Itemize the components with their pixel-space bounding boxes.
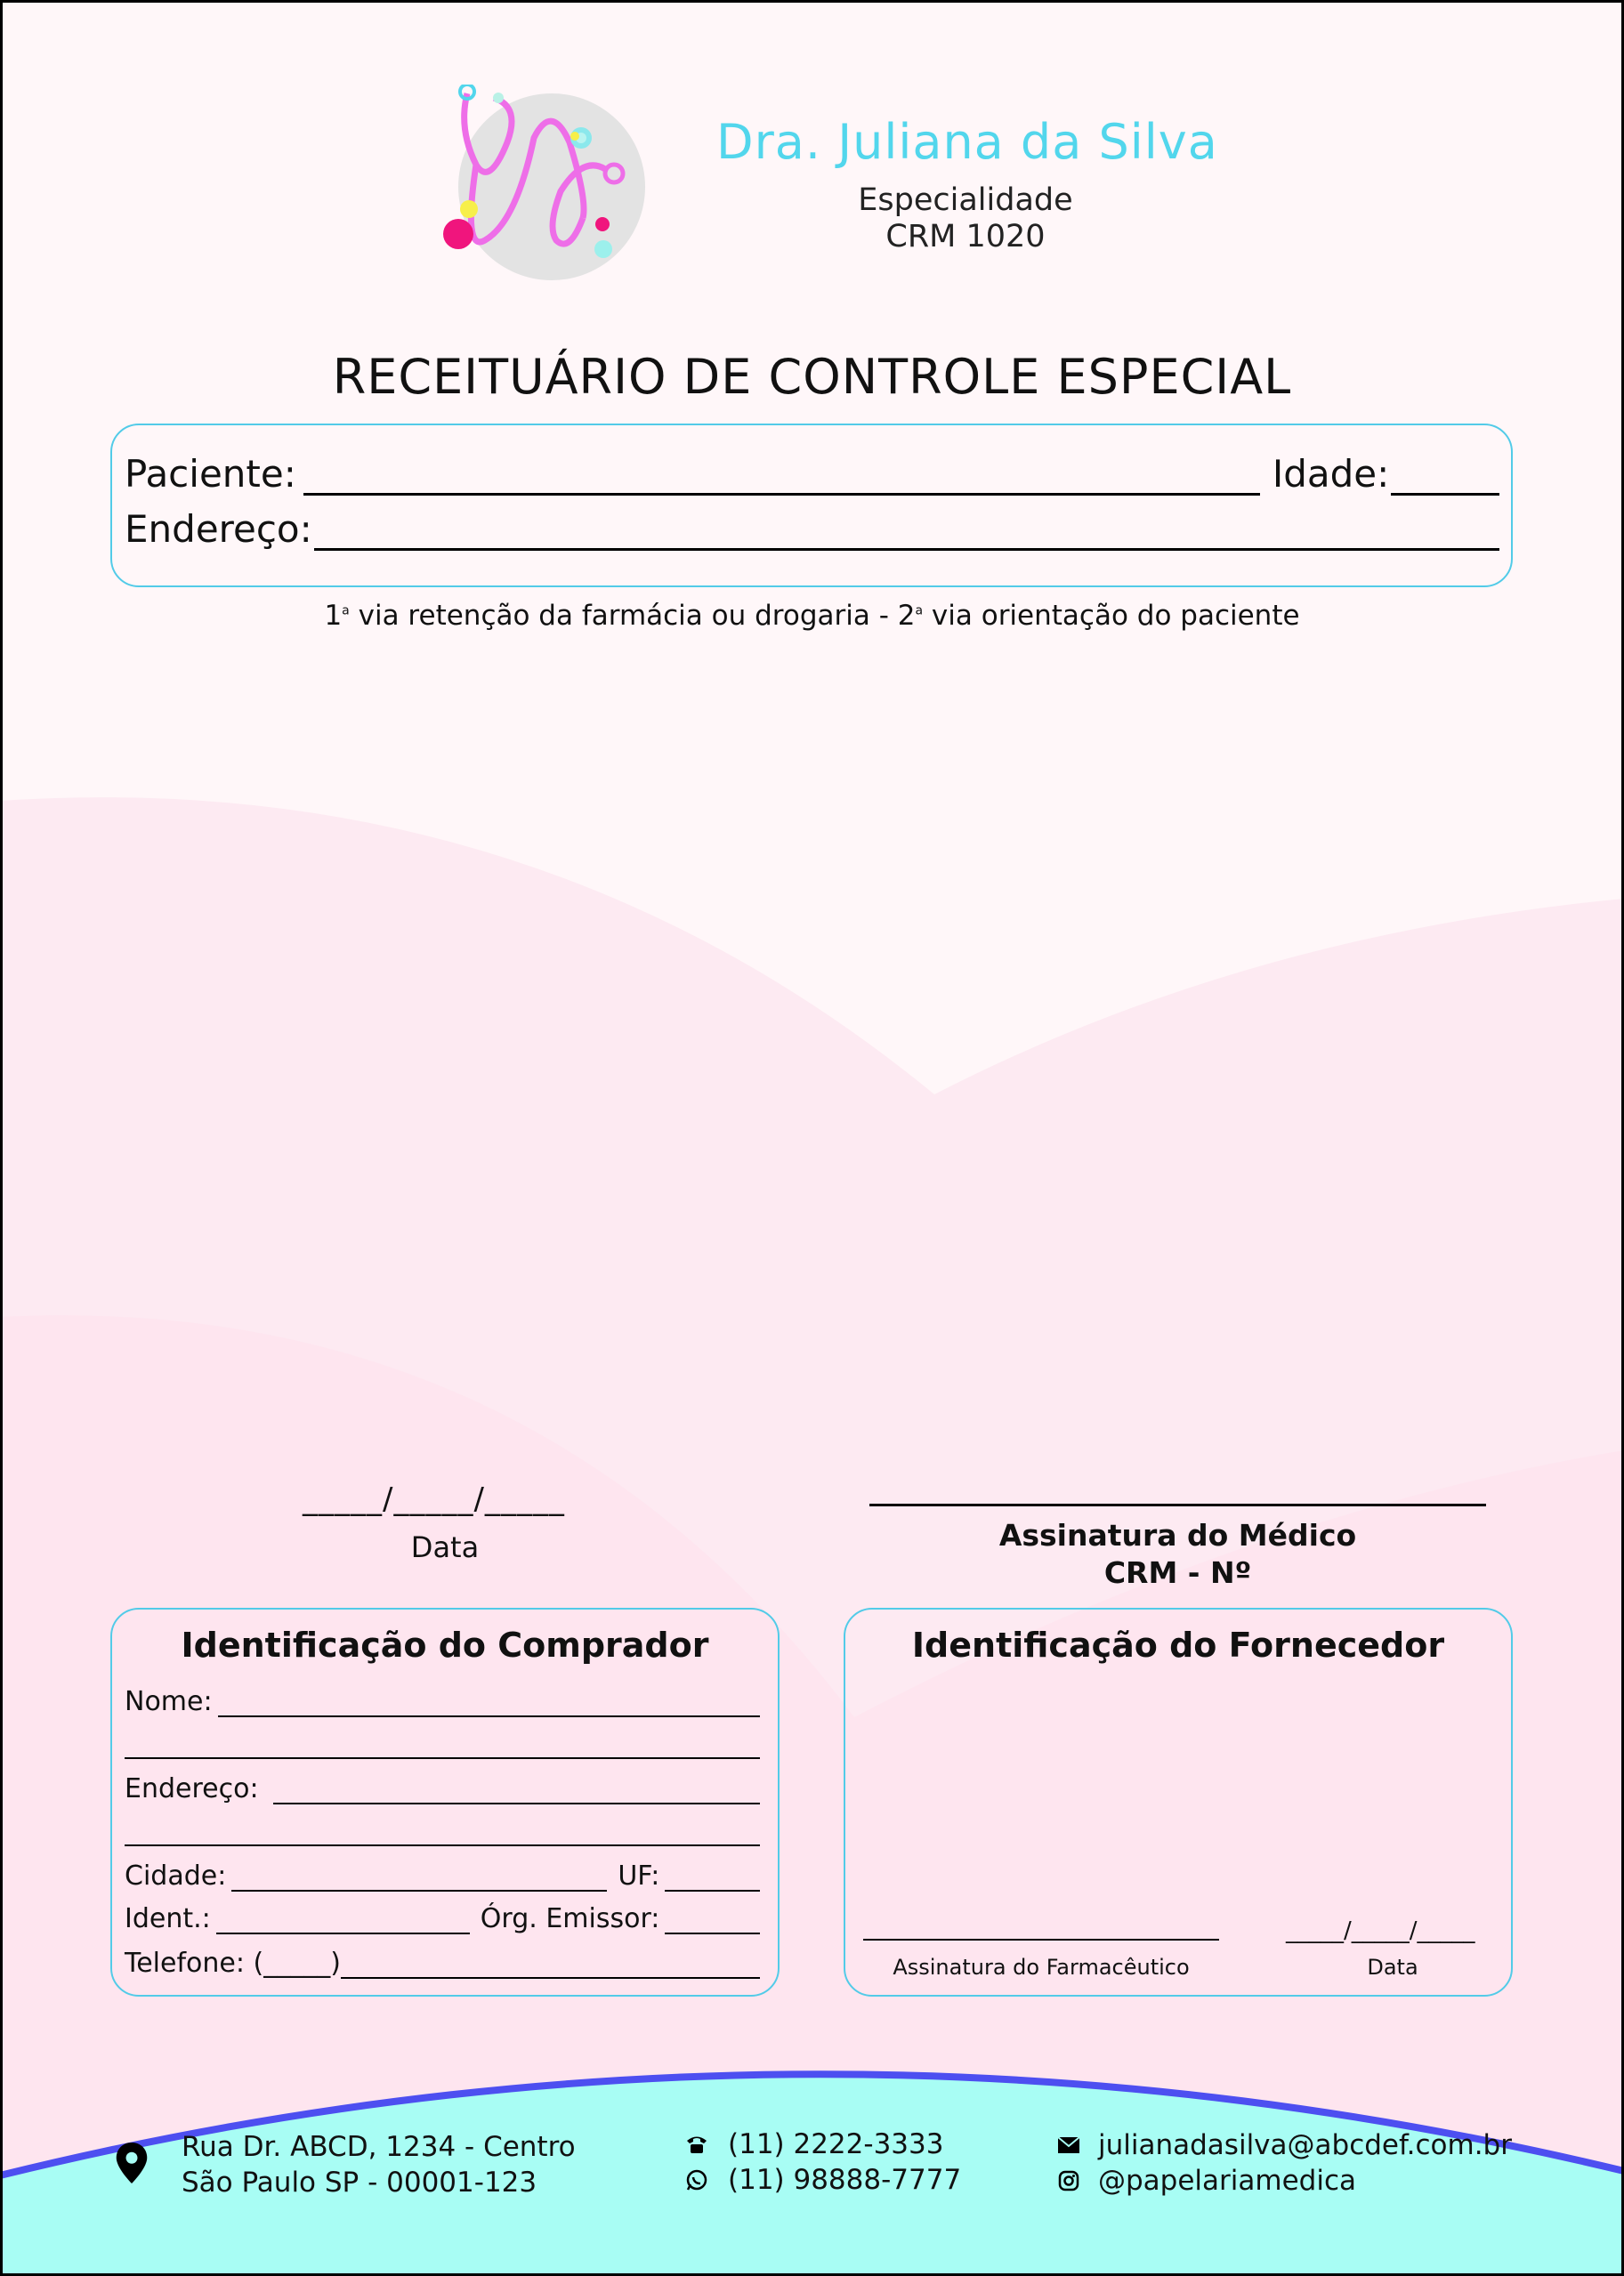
via-first-text: via retenção da farmácia ou drogaria - 2 xyxy=(349,600,916,632)
via-note xyxy=(0,600,1624,632)
buyer-uf-field[interactable] xyxy=(665,1867,760,1892)
address-row xyxy=(125,507,1499,551)
buyer-name-row-2 xyxy=(125,1734,760,1759)
location-pin-icon xyxy=(116,2143,148,2183)
via-second-text: via orientação do paciente xyxy=(923,600,1300,632)
via-second-sup: a xyxy=(915,603,924,618)
footer-address-line2: São Paulo SP - 00001-123 xyxy=(182,2167,537,2199)
buyer-name-row xyxy=(125,1686,760,1717)
buyer-name-field[interactable] xyxy=(218,1692,760,1717)
buyer-issuer-label: Órg. Emissor: xyxy=(480,1903,660,1934)
footer-phones xyxy=(728,2127,961,2198)
age-label: Idade: xyxy=(1272,452,1390,496)
address-field[interactable] xyxy=(314,516,1499,551)
doctor-signature-line[interactable] xyxy=(869,1504,1486,1506)
doctor-name: Dra. Juliana da Silva xyxy=(716,114,1218,170)
page-title: RECEITUÁRIO DE CONTROLE ESPECIAL xyxy=(332,349,1292,405)
buyer-name-field-2[interactable] xyxy=(125,1734,760,1759)
patient-box xyxy=(110,424,1513,587)
buyer-ident-label: Ident.: xyxy=(125,1903,211,1934)
buyer-box xyxy=(110,1608,780,1997)
footer-address-line1: Rua Dr. ABCD, 1234 - Centro xyxy=(182,2131,576,2163)
footer-contacts xyxy=(1098,2127,1512,2199)
buyer-ident-row xyxy=(125,1903,760,1934)
buyer-name-label: Nome: xyxy=(125,1686,213,1717)
age-field[interactable] xyxy=(1391,461,1499,496)
buyer-address-row xyxy=(125,1773,760,1804)
buyer-phone-field[interactable] xyxy=(341,1954,760,1979)
date-field[interactable]: _____/_____/_____ xyxy=(303,1481,565,1517)
pharmacist-signature-line[interactable] xyxy=(863,1939,1219,1941)
patient-row xyxy=(125,452,1499,496)
email-icon xyxy=(1058,2137,1079,2153)
crm-number: CRM 1020 xyxy=(885,219,1046,254)
supplier-date-field[interactable]: _____/_____/_____ xyxy=(1286,1917,1475,1944)
pharmacist-signature-label: Assinatura do Farmacêutico xyxy=(893,1955,1190,1980)
supplier-date-label: Data xyxy=(1367,1955,1418,1980)
specialty: Especialidade xyxy=(858,182,1073,218)
footer-instagram[interactable]: @papelariamedica xyxy=(1098,2165,1356,2197)
buyer-phone-row xyxy=(125,1948,760,1979)
buyer-address-row-2 xyxy=(125,1821,760,1846)
doctor-signature-label: Assinatura do Médico xyxy=(998,1518,1357,1553)
buyer-title: Identificação do Comprador xyxy=(181,1626,709,1665)
supplier-title: Identificação do Fornecedor xyxy=(911,1626,1445,1665)
phone-icon xyxy=(685,2135,708,2154)
buyer-ident-field[interactable] xyxy=(216,1909,470,1934)
date-label: Data xyxy=(410,1530,480,1564)
buyer-uf-label: UF: xyxy=(618,1860,660,1892)
via-first-sup: a xyxy=(342,603,350,618)
patient-name-field[interactable] xyxy=(303,461,1260,496)
via-first-number: 1 xyxy=(324,600,343,632)
buyer-city-label: Cidade: xyxy=(125,1860,227,1892)
whatsapp-icon xyxy=(685,2168,708,2191)
buyer-address-field[interactable] xyxy=(273,1780,760,1804)
buyer-phone-label: Telefone: (_____) xyxy=(125,1948,341,1979)
patient-label: Paciente: xyxy=(125,452,296,496)
footer-whatsapp[interactable]: (11) 98888-7777 xyxy=(728,2164,962,2196)
footer-address xyxy=(182,2129,576,2200)
buyer-issuer-field[interactable] xyxy=(665,1909,760,1934)
stethoscope-logo-icon xyxy=(436,85,658,289)
address-label: Endereço: xyxy=(125,507,312,551)
footer-phone[interactable]: (11) 2222-3333 xyxy=(728,2128,944,2160)
supplier-box xyxy=(844,1608,1513,1997)
doctor-crm-label: CRM - Nº xyxy=(1103,1555,1252,1590)
buyer-city-row xyxy=(125,1860,760,1892)
footer-email[interactable]: julianadasilva@abcdef.com.br xyxy=(1098,2129,1512,2161)
buyer-address-label: Endereço: xyxy=(125,1773,259,1804)
buyer-address-field-2[interactable] xyxy=(125,1821,760,1846)
buyer-city-field[interactable] xyxy=(231,1867,607,1892)
instagram-icon xyxy=(1058,2170,1079,2191)
